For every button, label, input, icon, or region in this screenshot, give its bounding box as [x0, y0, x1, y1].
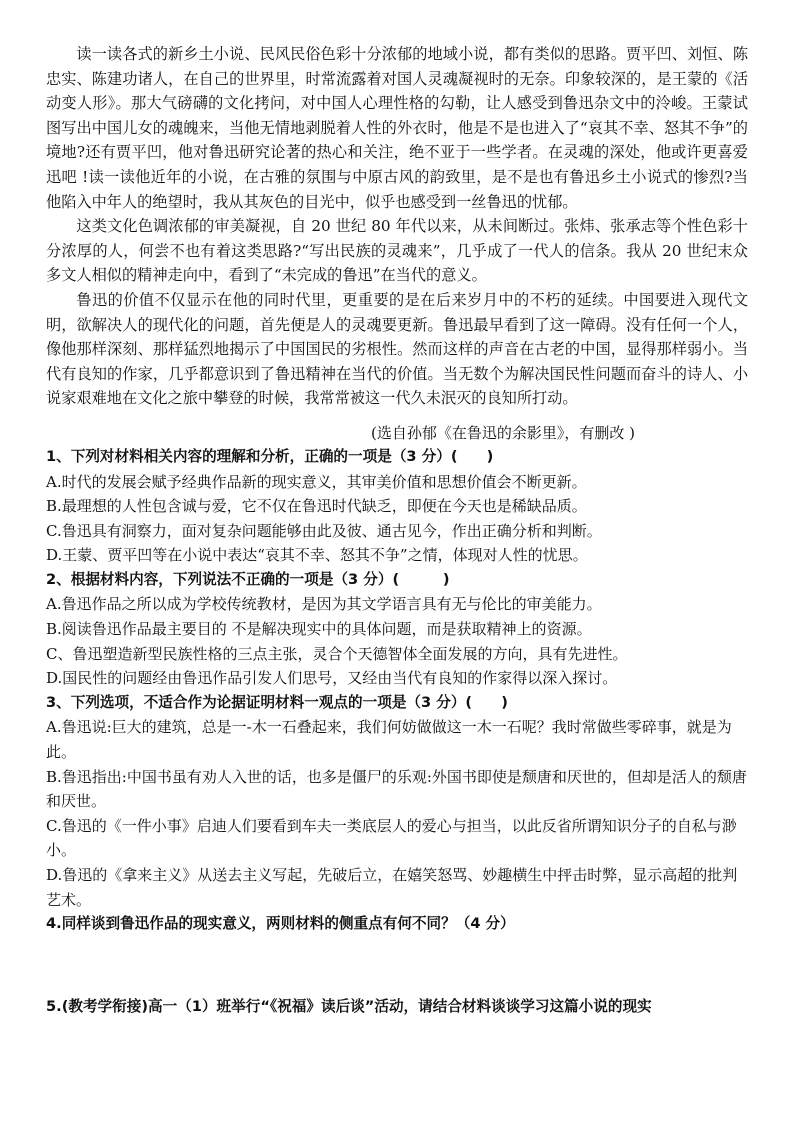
question-3-option-d: D.鲁迅的《拿来主义》从送去主义写起，先破后立，在嬉笑怒骂、妙趣横生中抨击时弊，显示高超的批判艺术。 [46, 866, 738, 909]
question-2-option-d: D.国民性的问题经由鲁迅作品引发人们思号，又经由当代有良知的作家得以深入探讨。 [46, 669, 618, 688]
question-2-option-a: A.鲁迅作品之所以成为学校传统教材，是因为其文学语言具有无与伦比的审美能力。 [46, 595, 602, 614]
question-1 [46, 445, 748, 568]
question-1-option-c: C.鲁迅具有洞察力，面对复杂问题能够由此及彼、通古见今，作出正确分析和判断。 [46, 521, 602, 540]
question-1-stem: 1、下列对材料相关内容的理解和分析，正确的一项是（3 分）( ) [46, 447, 494, 465]
passage-paragraph-3: 鲁迅的价值不仅显示在他的同时代里，更重要的是在后来岁月中的不朽的延续。中国要进入现代文明，欲解决人的现代化的问题，首先便是人的灵魂要更新。鲁迅最早看到了这一障碍。没有任何一个人，像他那样深刻、那样猛烈地揭示了中国国民的劣根性。然而这样的声音在古老的中国，显得那样弱小。当代有良知的作家，几乎都意识到了鲁迅精神在当代的价值。当无数个为解决国民性问题而奋斗的诗人、小说家艰难地在文化之旅中攀登的时候，我常常被这一代久未泯灭的良知所打动。 [46, 290, 748, 408]
question-3-option-a: A.鲁迅说:巨大的建筑，总是一-木一石叠起来，我们何妨做做这一木一石呢？我时常做些零碎事，就是为此。 [46, 718, 732, 762]
question-2-stem: 2、根据材料内容，下列说法不正确的一项是（3 分）( ) [46, 570, 450, 588]
answer-space [46, 937, 748, 995]
passage-paragraph-2: 这类文化色调浓郁的审美凝视，自 20 世纪 80 年代以来，从未间断过。张炜、张承志等个性色彩十分浓厚的人，何尝不也有着这类思路?“写出民族的灵魂来”，几乎成了一代人的信条。我从 20 世纪末众多文人相似的精神走向中，看到了“未完成的鲁迅”在当代的意义。 [46, 217, 748, 285]
question-2-option-b: B.阅读鲁迅作品最主要目的 不是解决现实中的具体问题，而是获取精神上的资源。 [46, 620, 592, 639]
question-5: 5.(教考学衔接)高一（1）班举行“《祝福》读后谈”活动，请结合材料谈谈学习这篇小说的现实 [46, 997, 652, 1015]
question-1-option-a: A.时代的发展会赋予经典作品新的现实意义，其审美价值和思想价值会不断更新。 [46, 472, 587, 491]
question-3-option-b: B.鲁迅指出:中国书虽有劝人入世的话，也多是僵尸的乐观:外国书即使是颓唐和厌世的，但却是活人的颓唐和厌世。 [46, 767, 747, 811]
passage-paragraph-1: 读一读各式的新乡土小说、民风民俗色彩十分浓郁的地域小说，都有类似的思路。贾平凹、刘恒、陈忠实、陈建功诸人，在自己的世界里，时常流露着对国人灵魂凝视时的无奈。印象较深的，是王蒙的《活动变人形》。那大气磅礴的文化拷问，对中国人心理性格的勾勒，让人感受到鲁迅杂文中的泠峻。王蒙试图写出中国儿女的魂魄来，当他无情地剥脱着人性的外衣时，他是不是也进入了“哀其不幸、怒其不争”的境地?还有贾平凹，他对鲁迅研究论著的热心和关注，绝不亚于一些学者。在灵魂的深处，他或许更喜爱迅吧 !读一读他近年的小说，在古雅的氛围与中原古风的韵致里，是不是也有鲁迅乡土小说式的惨烈?当他陷入中年人的绝望时，我从其灰色的目光中，似乎也感受到一丝鲁迅的忧郁。 [46, 45, 748, 211]
exam-page [46, 42, 748, 1019]
question-2-option-c: C、鲁迅塑造新型民族性格的三点主张，灵合个天德智体全面发展的方向，具有先进性。 [46, 644, 628, 663]
question-2 [46, 568, 748, 691]
question-1-option-b: B.最理想的人性包含诚与爱，它不仅在鲁迅时代缺乏，即便在今天也是稀缺品质。 [46, 497, 587, 516]
question-3-option-c: C.鲁迅的《一件小事》启迪人们要看到车夫一类底层人的爱心与担当，以此反省所谓知识分子的自私与渺小。 [46, 816, 737, 860]
question-1-option-d: D.王蒙、贾平凹等在小说中表达“哀其不幸、怒其不争”之情，体现对人性的忧思。 [46, 546, 588, 565]
question-3 [46, 691, 748, 912]
question-3-stem: 3、下列选项，不适合作为论据证明材料一观点的一项是（3 分）( ) [46, 693, 508, 711]
question-4: 4.同样谈到鲁迅作品的现实意义，两则材料的侧重点有何不同？（4 分） [46, 915, 515, 933]
passage-source: (选自孙郁《在鲁迅的余影里》，有删改 ) [371, 423, 635, 442]
reading-passage [46, 42, 748, 445]
